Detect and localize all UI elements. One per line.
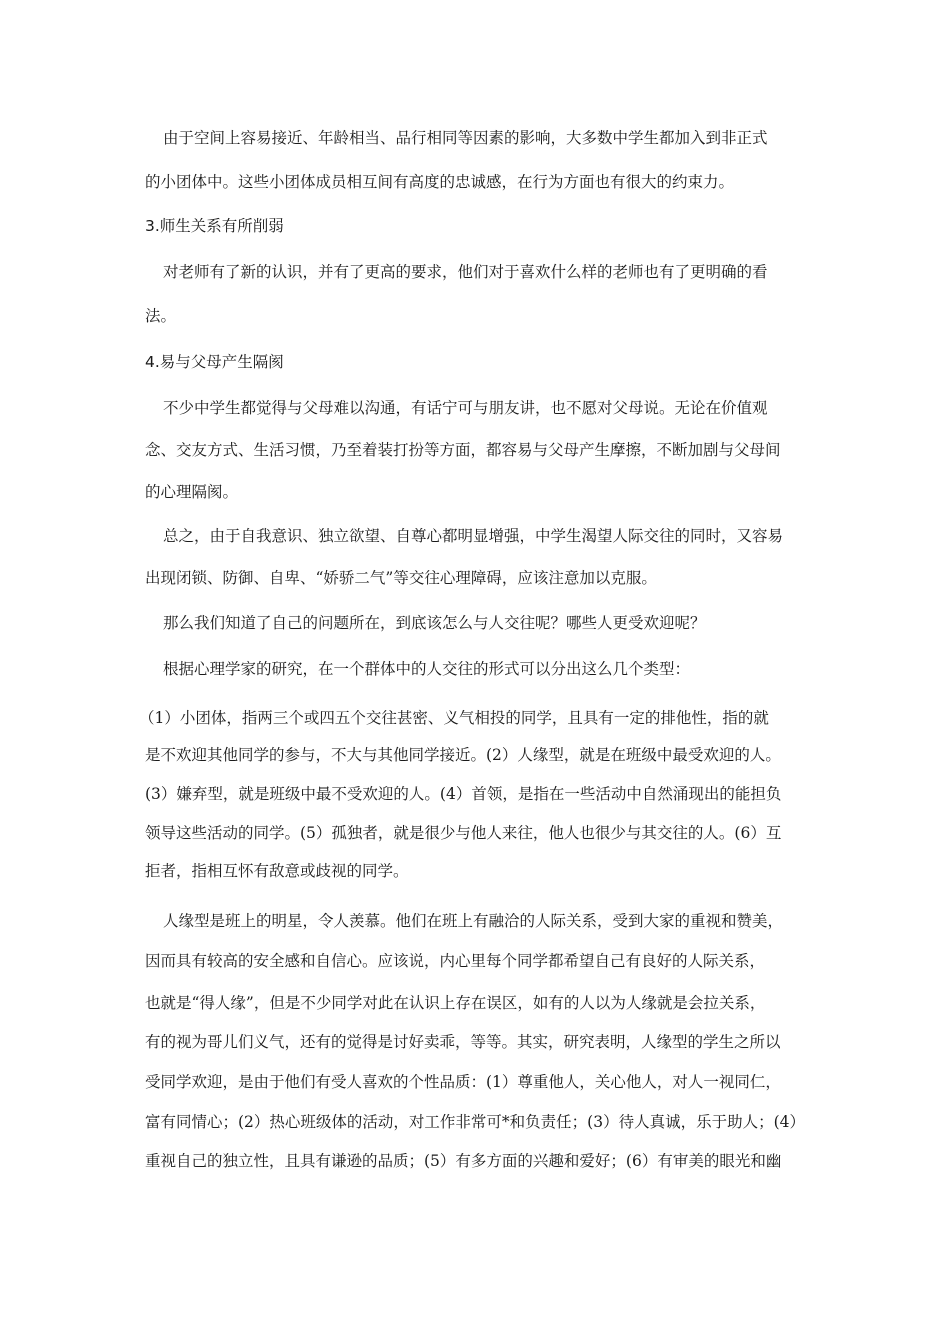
text-line: 的心理隔阂。: [145, 483, 239, 501]
text-line: 总之，由于自我意识、独立欲望、自尊心都明显增强，中学生渴望人际交往的同时，又容易: [163, 527, 784, 545]
text-line: 是不欢迎其他同学的参与，不大与其他同学接近。(2）人缘型，就是在班级中最受欢迎的人。: [145, 746, 781, 764]
text-line: 那么我们知道了自己的问题所在，到底该怎么与人交往呢？哪些人更受欢迎呢？: [163, 614, 706, 632]
text-line: 对老师有了新的认识，并有了更高的要求，他们对于喜欢什么样的老师也有了更明确的看: [163, 263, 768, 281]
text-line: 拒者，指相互怀有敌意或歧视的同学。: [145, 862, 409, 880]
text-line: 领导这些活动的同学。(5）孤独者，就是很少与他人来往，他人也很少与其交往的人。(6）互: [145, 824, 782, 842]
text-line: 因而具有较高的安全感和自信心。应该说，内心里每个同学都希望自己有良好的人际关系，: [145, 952, 766, 970]
text-line: 由于空间上容易接近、年龄相当、品行相同等因素的影响，大多数中学生都加入到非正式: [163, 129, 768, 147]
text-line: 法。: [145, 307, 177, 325]
text-line: 有的视为哥儿们义气，还有的觉得是讨好卖乖，等等。其实，研究表明，人缘型的学生之所以: [145, 1033, 781, 1051]
text-line: （1）小团体，指两三个或四五个交往甚密、义气相投的同学，且具有一定的排他性，指的就: [139, 709, 769, 727]
text-line: 重视自己的独立性，且具有谦逊的品质；(5）有多方面的兴趣和爱好；(6）有审美的眼光和幽: [145, 1152, 782, 1170]
section-heading: 4.易与父母产生隔阂: [145, 353, 284, 371]
section-heading: 3.师生关系有所削弱: [145, 217, 284, 235]
text-line: 也就是“得人缘”，但是不少同学对此在认识上存在误区，如有的人以为人缘就是会拉关系，: [145, 994, 766, 1012]
text-line: 出现闭锁、防御、自卑、“娇骄二气”等交往心理障碍，应该注意加以克服。: [145, 569, 657, 587]
text-line: 的小团体中。这些小团体成员相互间有高度的忠诚感，在行为方面也有很大的约束力。: [145, 173, 735, 191]
text-line: 根据心理学家的研究，在一个群体中的人交往的形式可以分出这么几个类型：: [163, 660, 691, 678]
text-line: (3）嫌弃型，就是班级中最不受欢迎的人。(4）首领，是指在一些活动中自然涌现出的能担负: [145, 785, 782, 803]
text-line: 念、交友方式、生活习惯，乃至着装打扮等方面，都容易与父母产生摩擦，不断加剧与父母间: [145, 441, 781, 459]
text-line: 富有同情心；(2）热心班级体的活动，对工作非常可*和负责任；(3）待人真诚，乐于助人；(4）: [145, 1113, 805, 1131]
text-line: 人缘型是班上的明星，令人羡慕。他们在班上有融洽的人际关系，受到大家的重视和赞美，: [163, 912, 784, 930]
text-line: 受同学欢迎，是由于他们有受人喜欢的个性品质：(1）尊重他人，关心他人，对人一视同仁，: [145, 1073, 781, 1091]
text-line: 不少中学生都觉得与父母难以沟通，有话宁可与朋友讲，也不愿对父母说。无论在价值观: [163, 399, 768, 417]
